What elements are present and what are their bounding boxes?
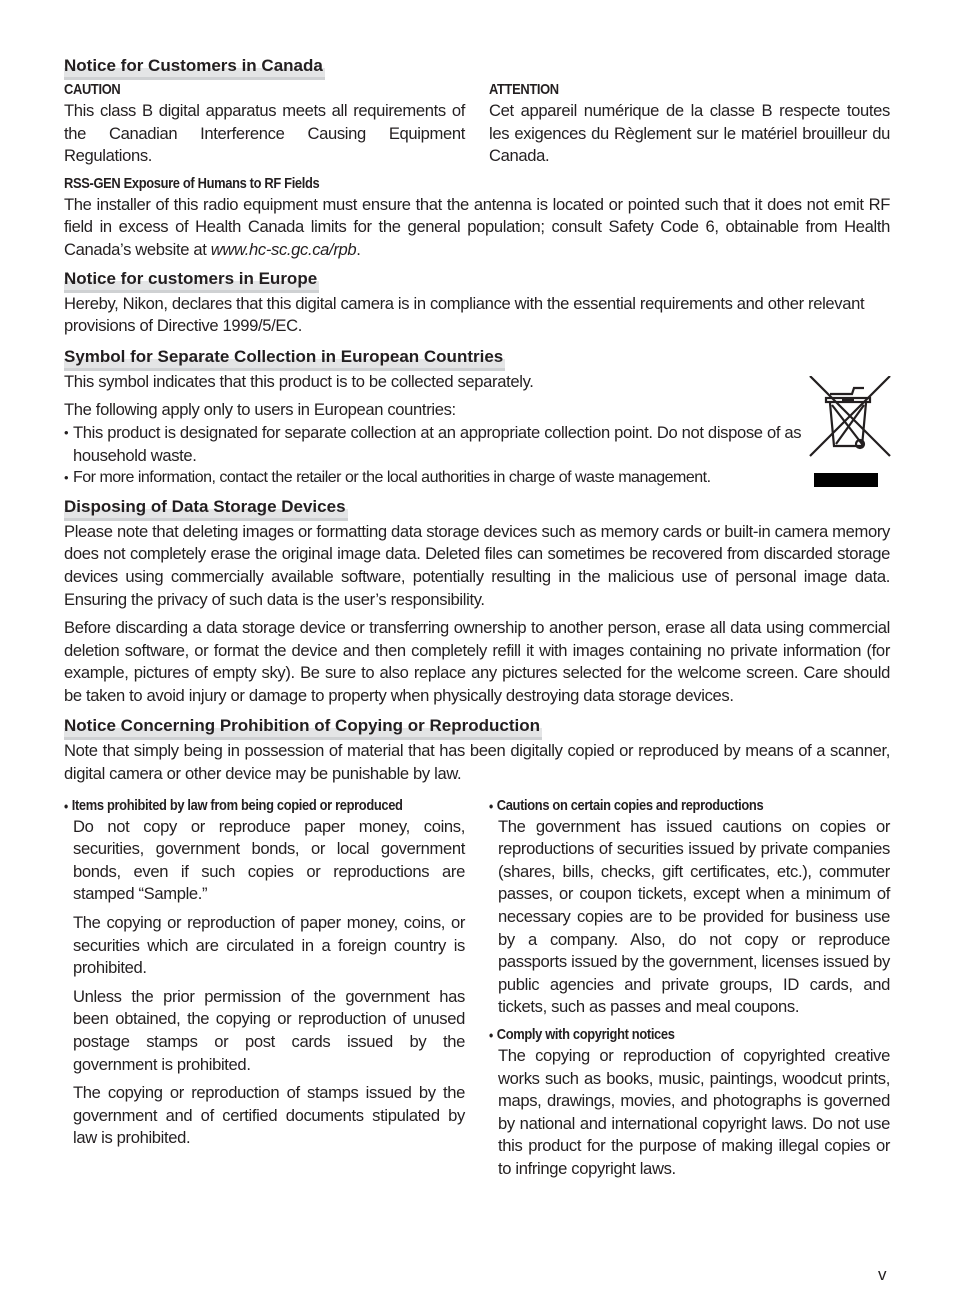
cautions-column <box>489 796 890 1181</box>
copyright-label: • Comply with copyright notices <box>489 1025 834 1045</box>
symbol-bullet-item: • For more information, contact the retailer or the local authorities in charge of waste management. <box>64 467 804 490</box>
cautions-text: The government has issued cautions on copies or reproductions of securities issued by private companies (shares, bills, checks, gift certificates, etc.), commuter passes, or coupon tickets, except when a minimum of necessary copies are to be provided for business use by a company. Also, do not copy or reproduce passports issued by the government, licenses issued by public agencies and private groups, ID cards, and tickets, such as passes and meal coupons. <box>498 816 890 1017</box>
copying-two-columns <box>64 796 890 1181</box>
disposing-section <box>64 496 890 708</box>
rss-end: . <box>356 239 361 259</box>
copying-intro: Note that simply being in possession of material that has been digitally copied or reproduced by means of a scanner, digital camera or other device may be punishable by law. <box>64 741 890 784</box>
symbol-bullet-list <box>64 422 804 490</box>
caution-label: CAUTION <box>64 81 121 98</box>
page-number: v <box>878 1265 887 1284</box>
cautions-label: • Cautions on certain copies and reproductions <box>489 796 834 816</box>
disposing-heading: Disposing of Data Storage Devices <box>64 496 348 521</box>
prohibited-label: • Items prohibited by law from being copied or reproduced <box>64 796 409 816</box>
crossed-out-wheelie-bin-icon <box>808 376 892 496</box>
prohibited-paragraph: Unless the prior permission of the government has been obtained, the copying or reproduction of unused postage stamps or post cards issued by the government is prohibited. <box>73 986 465 1074</box>
canada-heading: Notice for Customers in Canada <box>64 55 325 80</box>
document-page <box>64 55 890 1181</box>
disposing-paragraph-1: Please note that deleting images or formatting data storage devices such as memory cards or built-in camera memory does not completely erase the original image data. Deleted files can sometimes be recovered from discarded storage devices using commercially available software, potentially resulting in the malicious use of personal image data. Ensuring the privacy of such data is the user’s responsibility. <box>64 521 890 609</box>
copyright-body <box>489 1045 890 1181</box>
symbol-bullet-item: • This product is designated for separate collection at an appropriate collection point. Do not dispose of as household waste. <box>64 422 804 467</box>
symbol-text-2: The following apply only to users in European countries: <box>64 400 456 420</box>
prohibited-paragraphs <box>64 816 465 1150</box>
canada-two-columns <box>64 80 890 168</box>
prohibited-paragraph: The copying or reproduction of paper money, coins, or securities which are circulated in a foreign country is prohibited. <box>73 913 465 978</box>
prohibited-paragraph: The copying or reproduction of stamps issued by the government and of certified documents stipulated by law is prohibited. <box>73 1083 465 1148</box>
rss-text: The installer of this radio equipment must ensure that the antenna is located or pointed such that it does not emit RF field in excess of Health Canada limits for the general population; consult Safety Code 6, obtainable from Health Canada’s website at <box>64 194 890 259</box>
copyright-text: The copying or reproduction of copyrighted creative works such as books, music, paintings, woodcut prints, maps, drawings, movies, and photographs is governed by national and international copyright laws. Do not use this product for the purpose of making illegal copies or to infringe copyright laws. <box>498 1046 890 1178</box>
symbol-text-1: This symbol indicates that this product is to be collected separately. <box>64 371 534 391</box>
caution-column <box>64 80 465 168</box>
rss-paragraph <box>64 194 890 262</box>
rss-label: RSS-GEN Exposure of Humans to RF Fields <box>64 174 320 192</box>
attention-label: ATTENTION <box>489 81 559 98</box>
caution-text: This class B digital apparatus meets all requirements of the Canadian Interference Causing Equipment Regulations. <box>64 101 465 166</box>
europe-section <box>64 268 890 338</box>
europe-text: Hereby, Nikon, declares that this digital camera is in compliance with the essential requirements and other relevant provisions of Directive 1999/5/EC. <box>64 293 865 336</box>
europe-heading: Notice for customers in Europe <box>64 268 319 293</box>
symbol-section <box>64 346 890 490</box>
disposing-paragraph-2: Before discarding a data storage device or transferring ownership to another person, erase all data using commercial deletion software, or format the device and then completely refill it with images containing no private information (for example, pictures of empty sky). Be sure to also replace any pictures selected for the welcome screen. Care should be taken to avoid injury or damage to property when physically destroying data storage devices. <box>64 618 890 705</box>
prohibited-column <box>64 796 465 1181</box>
copying-heading: Notice Concerning Prohibition of Copying or Reproduction <box>64 715 542 740</box>
copying-section <box>64 715 890 1180</box>
prohibited-paragraph: Do not copy or reproduce paper money, coins, securities, government bonds, or local government bonds, even if such copies or reproductions are stamped “Sample.” <box>73 816 465 904</box>
symbol-heading: Symbol for Separate Collection in European Countries <box>64 346 505 371</box>
cautions-body <box>489 816 890 1019</box>
health-canada-url: www.hc-sc.gc.ca/rpb <box>210 239 357 259</box>
canada-section <box>64 55 890 262</box>
attention-text: Cet appareil numérique de la classe B respecte toutes les exigences du Règlement sur le matériel brouilleur du Canada. <box>489 101 890 166</box>
attention-column <box>489 80 890 168</box>
